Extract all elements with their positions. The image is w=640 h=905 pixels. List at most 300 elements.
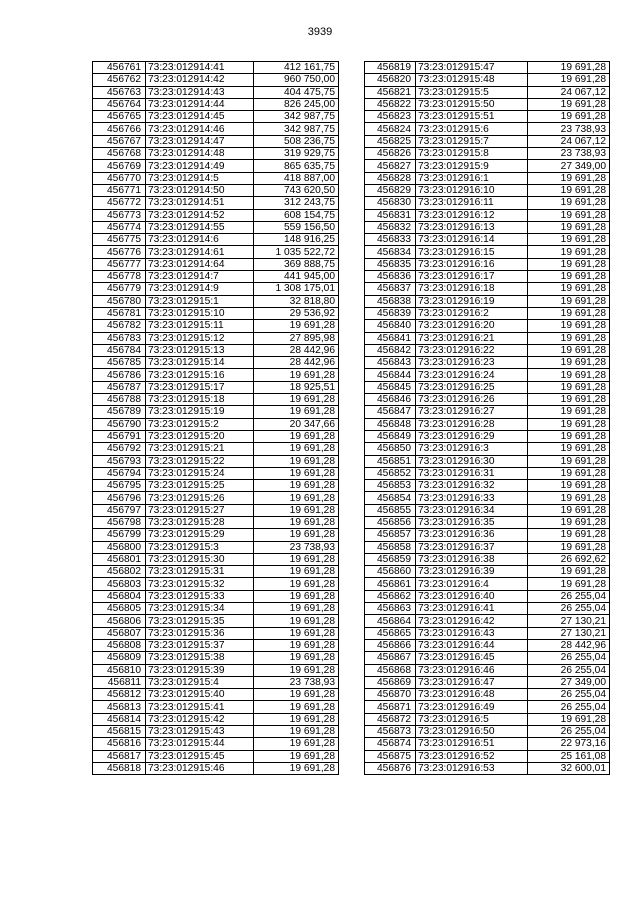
table-row (365, 271, 610, 283)
value-cell: 743 620,50 (254, 184, 339, 196)
cadastral-number-cell: 73:23:012914:5 (146, 172, 254, 184)
row-number-cell: 456856 (365, 516, 416, 528)
table-row (93, 639, 339, 651)
row-number-cell: 456781 (93, 307, 146, 319)
table-row (365, 738, 610, 750)
cadastral-number-cell: 73:23:012915:19 (146, 406, 254, 418)
value-cell: 608 154,75 (254, 209, 339, 221)
cadastral-number-cell: 73:23:012916:30 (416, 455, 528, 467)
value-cell: 26 255,04 (528, 701, 610, 713)
value-cell: 19 691,28 (254, 455, 339, 467)
value-cell: 19 691,28 (254, 467, 339, 479)
cadastral-number-cell: 73:23:012915:20 (146, 430, 254, 442)
value-cell: 27 130,21 (528, 627, 610, 639)
value-cell: 24 067,12 (528, 135, 610, 147)
cadastral-number-cell: 73:23:012916:49 (416, 701, 528, 713)
row-number-cell: 456817 (93, 750, 146, 762)
value-cell: 19 691,28 (528, 566, 610, 578)
row-number-cell: 456821 (365, 86, 416, 98)
value-cell: 19 691,28 (528, 455, 610, 467)
value-cell: 19 691,28 (254, 627, 339, 639)
row-number-cell: 456811 (93, 676, 146, 688)
value-cell: 19 691,28 (528, 258, 610, 270)
value-cell: 24 067,12 (528, 86, 610, 98)
row-number-cell: 456825 (365, 135, 416, 147)
value-cell: 28 442,96 (254, 357, 339, 369)
value-cell: 23 738,93 (254, 676, 339, 688)
row-number-cell: 456819 (365, 62, 416, 74)
table-row (93, 135, 339, 147)
value-cell: 22 973,16 (528, 738, 610, 750)
cadastral-number-cell: 73:23:012916:42 (416, 615, 528, 627)
value-cell: 19 691,28 (254, 566, 339, 578)
cadastral-number-cell: 73:23:012915:50 (416, 98, 528, 110)
table-row (365, 664, 610, 676)
table-row (365, 221, 610, 233)
cadastral-number-cell: 73:23:012916:52 (416, 750, 528, 762)
table-row (93, 62, 339, 74)
table-row (365, 529, 610, 541)
table-row (93, 664, 339, 676)
table-row (365, 627, 610, 639)
value-cell: 26 255,04 (528, 664, 610, 676)
cadastral-number-cell: 73:23:012916:37 (416, 541, 528, 553)
row-number-cell: 456763 (93, 86, 146, 98)
table-row (365, 357, 610, 369)
table-row (365, 430, 610, 442)
row-number-cell: 456865 (365, 627, 416, 639)
table-row (93, 209, 339, 221)
table-row (93, 172, 339, 184)
cadastral-number-cell: 73:23:012915:41 (146, 701, 254, 713)
cadastral-number-cell: 73:23:012916:11 (416, 197, 528, 209)
value-cell: 319 929,75 (254, 148, 339, 160)
value-cell: 19 691,28 (254, 504, 339, 516)
cadastral-number-cell: 73:23:012915:44 (146, 738, 254, 750)
value-cell: 404 475,75 (254, 86, 339, 98)
table-row (93, 726, 339, 738)
cadastral-number-cell: 73:23:012915:26 (146, 492, 254, 504)
cadastral-number-cell: 73:23:012915:35 (146, 615, 254, 627)
cadastral-number-cell: 73:23:012916:53 (416, 762, 528, 774)
cadastral-number-cell: 73:23:012914:9 (146, 283, 254, 295)
row-number-cell: 456767 (93, 135, 146, 147)
row-number-cell: 456773 (93, 209, 146, 221)
cadastral-number-cell: 73:23:012915:1 (146, 295, 254, 307)
value-cell: 19 691,28 (528, 111, 610, 123)
row-number-cell: 456831 (365, 209, 416, 221)
row-number-cell: 456779 (93, 283, 146, 295)
value-cell: 19 691,28 (254, 590, 339, 602)
row-number-cell: 456809 (93, 652, 146, 664)
cadastral-number-cell: 73:23:012915:12 (146, 332, 254, 344)
table-row (93, 529, 339, 541)
cadastral-number-cell: 73:23:012914:48 (146, 148, 254, 160)
value-cell: 19 691,28 (528, 74, 610, 86)
table-row (365, 443, 610, 455)
cadastral-number-cell: 73:23:012915:17 (146, 381, 254, 393)
table-row (365, 455, 610, 467)
row-number-cell: 456786 (93, 369, 146, 381)
table-row (365, 320, 610, 332)
row-number-cell: 456790 (93, 418, 146, 430)
cadastral-number-cell: 73:23:012916:12 (416, 209, 528, 221)
value-cell: 26 255,04 (528, 590, 610, 602)
row-number-cell: 456874 (365, 738, 416, 750)
cadastral-number-cell: 73:23:012915:5 (416, 86, 528, 98)
table-row (365, 86, 610, 98)
value-cell: 19 691,28 (254, 492, 339, 504)
row-number-cell: 456822 (365, 98, 416, 110)
table-row (365, 234, 610, 246)
value-cell: 19 691,28 (528, 295, 610, 307)
table-row (93, 467, 339, 479)
cadastral-number-cell: 73:23:012916:22 (416, 344, 528, 356)
table-row (93, 357, 339, 369)
table-row (93, 652, 339, 664)
row-number-cell: 456764 (93, 98, 146, 110)
table-row (365, 394, 610, 406)
table-row (365, 701, 610, 713)
value-cell: 19 691,28 (254, 320, 339, 332)
row-number-cell: 456791 (93, 430, 146, 442)
page-number: 3939 (307, 26, 333, 38)
row-number-cell: 456810 (93, 664, 146, 676)
cadastral-number-cell: 73:23:012916:46 (416, 664, 528, 676)
cadastral-number-cell: 73:23:012916:19 (416, 295, 528, 307)
table-row (93, 283, 339, 295)
row-number-cell: 456818 (93, 762, 146, 774)
value-cell: 19 691,28 (528, 172, 610, 184)
cadastral-number-cell: 73:23:012916:14 (416, 234, 528, 246)
table-row (93, 406, 339, 418)
cadastral-number-cell: 73:23:012915:14 (146, 357, 254, 369)
value-cell: 19 691,28 (528, 357, 610, 369)
value-cell: 148 916,25 (254, 234, 339, 246)
cadastral-number-cell: 73:23:012915:27 (146, 504, 254, 516)
row-number-cell: 456841 (365, 332, 416, 344)
row-number-cell: 456769 (93, 160, 146, 172)
cadastral-number-cell: 73:23:012915:6 (416, 123, 528, 135)
value-cell: 19 691,28 (528, 62, 610, 74)
row-number-cell: 456823 (365, 111, 416, 123)
table-row (365, 516, 610, 528)
value-cell: 19 691,28 (254, 529, 339, 541)
value-cell: 826 245,00 (254, 98, 339, 110)
value-cell: 23 738,93 (528, 148, 610, 160)
row-number-cell: 456815 (93, 726, 146, 738)
value-cell: 19 691,28 (254, 553, 339, 565)
row-number-cell: 456829 (365, 184, 416, 196)
value-cell: 28 442,96 (528, 639, 610, 651)
cadastral-number-cell: 73:23:012916:3 (416, 443, 528, 455)
row-number-cell: 456836 (365, 271, 416, 283)
cadastral-number-cell: 73:23:012915:46 (146, 762, 254, 774)
row-number-cell: 456855 (365, 504, 416, 516)
row-number-cell: 456787 (93, 381, 146, 393)
cadastral-number-cell: 73:23:012914:44 (146, 98, 254, 110)
value-cell: 19 691,28 (254, 713, 339, 725)
table-row (365, 307, 610, 319)
value-cell: 27 349,00 (528, 160, 610, 172)
value-cell: 19 691,28 (528, 713, 610, 725)
cadastral-number-cell: 73:23:012915:3 (146, 541, 254, 553)
table-row (93, 197, 339, 209)
row-number-cell: 456875 (365, 750, 416, 762)
value-cell: 19 691,28 (254, 762, 339, 774)
row-number-cell: 456766 (93, 123, 146, 135)
table-row (93, 332, 339, 344)
value-cell: 412 161,75 (254, 62, 339, 74)
cadastral-number-cell: 73:23:012916:50 (416, 726, 528, 738)
row-number-cell: 456864 (365, 615, 416, 627)
row-number-cell: 456858 (365, 541, 416, 553)
table-row (93, 504, 339, 516)
row-number-cell: 456826 (365, 148, 416, 160)
cadastral-number-cell: 73:23:012914:51 (146, 197, 254, 209)
row-number-cell: 456816 (93, 738, 146, 750)
table-row (365, 197, 610, 209)
row-number-cell: 456832 (365, 221, 416, 233)
cadastral-number-cell: 73:23:012915:39 (146, 664, 254, 676)
cadastral-number-cell: 73:23:012916:27 (416, 406, 528, 418)
row-number-cell: 456803 (93, 578, 146, 590)
row-number-cell: 456807 (93, 627, 146, 639)
cadastral-number-cell: 73:23:012916:29 (416, 430, 528, 442)
table-body-right (365, 62, 610, 775)
table-row (93, 381, 339, 393)
table-row (93, 603, 339, 615)
row-number-cell: 456870 (365, 689, 416, 701)
cadastral-number-cell: 73:23:012916:13 (416, 221, 528, 233)
value-cell: 19 691,28 (528, 209, 610, 221)
row-number-cell: 456770 (93, 172, 146, 184)
row-number-cell: 456863 (365, 603, 416, 615)
cadastral-number-cell: 73:23:012916:40 (416, 590, 528, 602)
cadastral-number-cell: 73:23:012915:11 (146, 320, 254, 332)
row-number-cell: 456776 (93, 246, 146, 258)
table-row (93, 246, 339, 258)
cadastral-number-cell: 73:23:012916:26 (416, 394, 528, 406)
value-cell: 19 691,28 (528, 184, 610, 196)
table-row (93, 123, 339, 135)
table-row (93, 492, 339, 504)
row-number-cell: 456774 (93, 221, 146, 233)
row-number-cell: 456842 (365, 344, 416, 356)
row-number-cell: 456834 (365, 246, 416, 258)
cadastral-number-cell: 73:23:012914:41 (146, 62, 254, 74)
cadastral-number-cell: 73:23:012914:55 (146, 221, 254, 233)
value-cell: 28 442,96 (254, 344, 339, 356)
row-number-cell: 456792 (93, 443, 146, 455)
table-row (93, 676, 339, 688)
table-row (365, 652, 610, 664)
table-row (365, 615, 610, 627)
value-cell: 19 691,28 (254, 664, 339, 676)
cadastral-number-cell: 73:23:012915:43 (146, 726, 254, 738)
cadastral-number-cell: 73:23:012914:7 (146, 271, 254, 283)
table-row (93, 713, 339, 725)
row-number-cell: 456794 (93, 467, 146, 479)
cadastral-number-cell: 73:23:012914:61 (146, 246, 254, 258)
table-row (93, 184, 339, 196)
row-number-cell: 456761 (93, 62, 146, 74)
value-cell: 19 691,28 (528, 480, 610, 492)
value-cell: 508 236,75 (254, 135, 339, 147)
cadastral-number-cell: 73:23:012916:47 (416, 676, 528, 688)
row-number-cell: 456814 (93, 713, 146, 725)
table-row (93, 295, 339, 307)
row-number-cell: 456867 (365, 652, 416, 664)
cadastral-number-cell: 73:23:012915:13 (146, 344, 254, 356)
row-number-cell: 456861 (365, 578, 416, 590)
row-number-cell: 456850 (365, 443, 416, 455)
value-cell: 32 600,01 (528, 762, 610, 774)
cadastral-number-cell: 73:23:012916:36 (416, 529, 528, 541)
cadastral-number-cell: 73:23:012916:41 (416, 603, 528, 615)
table-row (365, 209, 610, 221)
value-cell: 19 691,28 (254, 430, 339, 442)
value-cell: 559 156,50 (254, 221, 339, 233)
row-number-cell: 456846 (365, 394, 416, 406)
table-row (365, 750, 610, 762)
cadastral-number-cell: 73:23:012915:51 (416, 111, 528, 123)
cadastral-number-cell: 73:23:012914:64 (146, 258, 254, 270)
row-number-cell: 456777 (93, 258, 146, 270)
row-number-cell: 456778 (93, 271, 146, 283)
value-cell: 18 925,51 (254, 381, 339, 393)
cadastral-number-cell: 73:23:012916:17 (416, 271, 528, 283)
table-row (93, 320, 339, 332)
cadastral-number-cell: 73:23:012915:22 (146, 455, 254, 467)
value-cell: 19 691,28 (254, 394, 339, 406)
value-cell: 19 691,28 (528, 369, 610, 381)
table-row (365, 332, 610, 344)
value-cell: 29 536,92 (254, 307, 339, 319)
row-number-cell: 456801 (93, 553, 146, 565)
row-number-cell: 456796 (93, 492, 146, 504)
cadastral-number-cell: 73:23:012915:37 (146, 639, 254, 651)
value-cell: 342 987,75 (254, 111, 339, 123)
table-row (365, 406, 610, 418)
cadastral-number-cell: 73:23:012915:18 (146, 394, 254, 406)
table-row (365, 160, 610, 172)
table-row (93, 443, 339, 455)
value-cell: 26 255,04 (528, 726, 610, 738)
table-row (93, 86, 339, 98)
value-cell: 19 691,28 (528, 529, 610, 541)
value-cell: 19 691,28 (528, 467, 610, 479)
cadastral-number-cell: 73:23:012915:25 (146, 480, 254, 492)
parcel-table-left (92, 61, 339, 775)
table-row (93, 221, 339, 233)
row-number-cell: 456802 (93, 566, 146, 578)
table-row (93, 369, 339, 381)
row-number-cell: 456798 (93, 516, 146, 528)
table-row (93, 738, 339, 750)
cadastral-number-cell: 73:23:012915:24 (146, 467, 254, 479)
row-number-cell: 456876 (365, 762, 416, 774)
cadastral-number-cell: 73:23:012916:45 (416, 652, 528, 664)
cadastral-number-cell: 73:23:012916:1 (416, 172, 528, 184)
table-row (93, 750, 339, 762)
table-row (93, 98, 339, 110)
row-number-cell: 456820 (365, 74, 416, 86)
row-number-cell: 456837 (365, 283, 416, 295)
value-cell: 19 691,28 (254, 615, 339, 627)
row-number-cell: 456765 (93, 111, 146, 123)
table-row (365, 676, 610, 688)
row-number-cell: 456859 (365, 553, 416, 565)
cadastral-number-cell: 73:23:012916:15 (416, 246, 528, 258)
table-row (365, 566, 610, 578)
table-row (93, 418, 339, 430)
row-number-cell: 456857 (365, 529, 416, 541)
cadastral-number-cell: 73:23:012915:33 (146, 590, 254, 602)
value-cell: 19 691,28 (528, 406, 610, 418)
cadastral-number-cell: 73:23:012915:32 (146, 578, 254, 590)
value-cell: 26 255,04 (528, 689, 610, 701)
cadastral-number-cell: 73:23:012914:50 (146, 184, 254, 196)
value-cell: 19 691,28 (528, 492, 610, 504)
row-number-cell: 456783 (93, 332, 146, 344)
value-cell: 1 308 175,01 (254, 283, 339, 295)
cadastral-number-cell: 73:23:012914:47 (146, 135, 254, 147)
row-number-cell: 456805 (93, 603, 146, 615)
table-row (365, 74, 610, 86)
value-cell: 19 691,28 (254, 726, 339, 738)
parcel-table-right (364, 61, 610, 775)
table-row (365, 344, 610, 356)
row-number-cell: 456847 (365, 406, 416, 418)
row-number-cell: 456833 (365, 234, 416, 246)
cadastral-number-cell: 73:23:012915:21 (146, 443, 254, 455)
value-cell: 1 035 522,72 (254, 246, 339, 258)
row-number-cell: 456844 (365, 369, 416, 381)
cadastral-number-cell: 73:23:012916:5 (416, 713, 528, 725)
cadastral-number-cell: 73:23:012914:46 (146, 123, 254, 135)
table-row (365, 541, 610, 553)
value-cell: 19 691,28 (528, 320, 610, 332)
table-row (365, 418, 610, 430)
cadastral-number-cell: 73:23:012916:51 (416, 738, 528, 750)
table-row (93, 160, 339, 172)
table-row (365, 713, 610, 725)
table-body-left (93, 62, 339, 775)
cadastral-number-cell: 73:23:012915:8 (416, 148, 528, 160)
table-row (365, 135, 610, 147)
row-number-cell: 456771 (93, 184, 146, 196)
row-number-cell: 456851 (365, 455, 416, 467)
cadastral-number-cell: 73:23:012915:38 (146, 652, 254, 664)
value-cell: 26 255,04 (528, 652, 610, 664)
cadastral-number-cell: 73:23:012914:42 (146, 74, 254, 86)
value-cell: 19 691,28 (254, 578, 339, 590)
cadastral-number-cell: 73:23:012914:52 (146, 209, 254, 221)
value-cell: 441 945,00 (254, 271, 339, 283)
row-number-cell: 456872 (365, 713, 416, 725)
row-number-cell: 456866 (365, 639, 416, 651)
value-cell: 312 243,75 (254, 197, 339, 209)
table-row (93, 701, 339, 713)
value-cell: 19 691,28 (528, 418, 610, 430)
value-cell: 19 691,28 (254, 750, 339, 762)
row-number-cell: 456873 (365, 726, 416, 738)
value-cell: 19 691,28 (528, 98, 610, 110)
value-cell: 19 691,28 (528, 578, 610, 590)
cadastral-number-cell: 73:23:012916:23 (416, 357, 528, 369)
value-cell: 19 691,28 (254, 701, 339, 713)
